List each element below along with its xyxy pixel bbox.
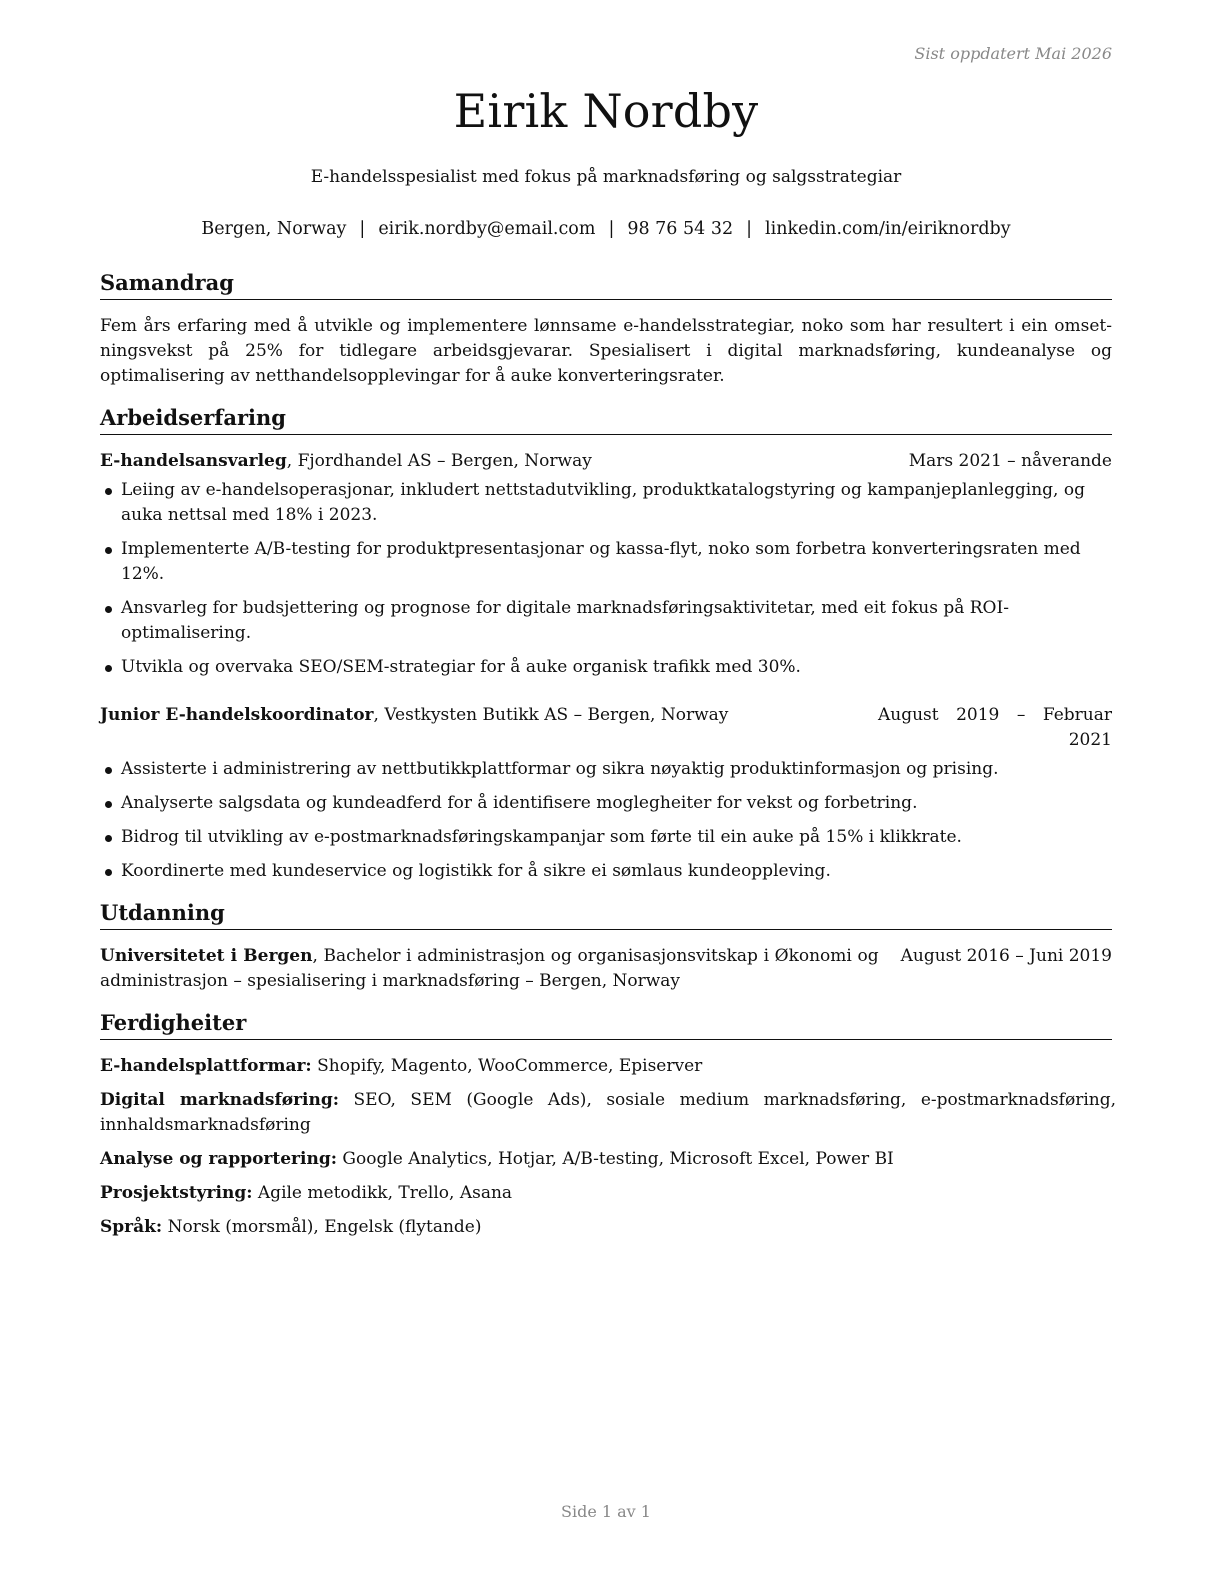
job-dates: August 2019 – Februar 2021 <box>878 705 1112 750</box>
list-item: Leiing av e-handelsoperasjonar, inkludert nettstadutvikling, produktkatalogstyring og kampanjeplanlegging, og auka nettsal med 18% i 2023. <box>100 478 1117 528</box>
summary-text: Fem års erfaring med å utvikle og implementere lønnsame e-handelsstrategiar, noko som har resultert i ein omsetningsvekst på 25% for tidlegare arbeidsgjevarar. Spesialisert i digital marknadsføring, kundeanalyse og optimalisering av netthandelsopplevingar for å auke konverteringsrater. <box>100 316 1112 386</box>
education-dates: August 2016 – Juni 2019 <box>900 946 1112 966</box>
education-school: Universitetet i Bergen <box>100 946 313 966</box>
section-title-summary: Samandrag <box>100 268 1112 300</box>
skill-row <box>100 1088 1116 1138</box>
summary-section <box>100 268 1112 389</box>
list-item: Assisterte i administrering av nettbutikkplattformar og sikra nøyaktig produktinformasjon og prising. <box>100 757 1117 782</box>
education-details: , Bachelor i administrasjon og organisasjonsvitskap i Økonomi og administrasjon – spesialisering i marknadsføring – Bergen, Norway <box>100 946 879 991</box>
skill-label: Digital marknadsføring: <box>100 1090 340 1110</box>
section-title-education: Utdanning <box>100 898 1112 930</box>
list-item: Ansvarleg for budsjettering og prognose for digitale marknadsføringsaktivitetar, med eit fokus på ROI-optimalisering. <box>100 596 1117 646</box>
contact-separator: | <box>359 219 366 239</box>
contact-separator: | <box>608 219 615 239</box>
section-title-experience: Arbeidserfaring <box>100 403 1112 435</box>
skill-value: Agile metodikk, Trello, Asana <box>252 1183 513 1203</box>
job-company: , Fjordhandel AS – Bergen, Norway <box>286 451 592 471</box>
contact-linkedin[interactable]: linkedin.com/in/eiriknordby <box>765 219 1011 239</box>
list-item: Utvikla og overvaka SEO/SEM-strategiar for å auke organisk trafikk med 30%. <box>100 655 1117 680</box>
contact-email[interactable]: eirik.nordby@email.com <box>378 219 596 239</box>
skill-value: SEO, SEM (Google Ads), sosiale medium marknadsføring, e-postmarknadsføring, innhaldsmarknadsføring <box>100 1090 1116 1135</box>
skill-value: Norsk (morsmål), Engelsk (flytande) <box>162 1217 482 1237</box>
list-item: Koordinerte med kundeservice og logistikk for å sikre ei sømlaus kundeoppleving. <box>100 859 1117 884</box>
job-header <box>100 449 1112 474</box>
candidate-name: Eirik Nordby <box>453 84 759 138</box>
contact-separator: | <box>746 219 753 239</box>
job-role: Junior E-handelskoordinator <box>100 705 374 725</box>
contact-line <box>100 219 1112 239</box>
contact-location: Bergen, Norway <box>201 219 347 239</box>
skill-row <box>100 1054 1116 1079</box>
education-details-line <box>100 944 879 994</box>
list-item: Bidrog til utvikling av e-postmarknadsføringskampanjar som førte til ein auke på 15% i klikkrate. <box>100 825 1117 850</box>
page-number: Side 1 av 1 <box>561 1502 651 1521</box>
skill-row <box>100 1215 1116 1240</box>
job-company: , Vestkysten Butikk AS – Bergen, Norway <box>373 705 729 725</box>
job-title-line <box>100 703 862 753</box>
skill-row <box>100 1181 1116 1206</box>
resume-page <box>100 0 1116 1584</box>
resume-content <box>100 268 1116 1254</box>
job-header <box>100 703 1112 753</box>
skill-label: Prosjektstyring: <box>100 1183 253 1203</box>
skill-row <box>100 1147 1116 1172</box>
job-dates: Mars 2021 – nåverande <box>908 451 1112 471</box>
tagline: E-handelsspesialist med fokus på marknadsføring og salgsstrategiar <box>310 167 902 187</box>
list-item: Analyserte salgsdata og kundeadferd for å identifisere moglegheiter for vekst og forbetring. <box>100 791 1117 816</box>
job-title-line <box>100 449 893 474</box>
skill-value: Google Analytics, Hotjar, A/B-testing, Microsoft Excel, Power BI <box>337 1149 894 1169</box>
skill-label: Analyse og rapportering: <box>100 1149 337 1169</box>
section-title-skills: Ferdigheiter <box>100 1008 1112 1040</box>
job-bullets <box>100 478 1112 680</box>
education-section <box>100 898 1112 994</box>
spacer <box>100 689 1112 703</box>
skill-label: E-handelsplattformar: <box>100 1056 312 1076</box>
education-entry <box>100 944 1112 994</box>
experience-section <box>100 403 1112 884</box>
list-item: Implementerte A/B-testing for produktpresentasjonar og kassa-flyt, noko som forbetra konverteringsraten med 12%. <box>100 537 1117 587</box>
skill-label: Språk: <box>100 1217 163 1237</box>
contact-phone: 98 76 54 32 <box>627 219 734 239</box>
last-updated: Sist oppdatert Mai 2026 <box>914 44 1112 63</box>
skill-value: Shopify, Magento, WooCommerce, Episerver <box>311 1056 703 1076</box>
skills-section <box>100 1008 1116 1240</box>
job-bullets <box>100 757 1112 884</box>
job-role: E-handelsansvarleg <box>100 451 287 471</box>
